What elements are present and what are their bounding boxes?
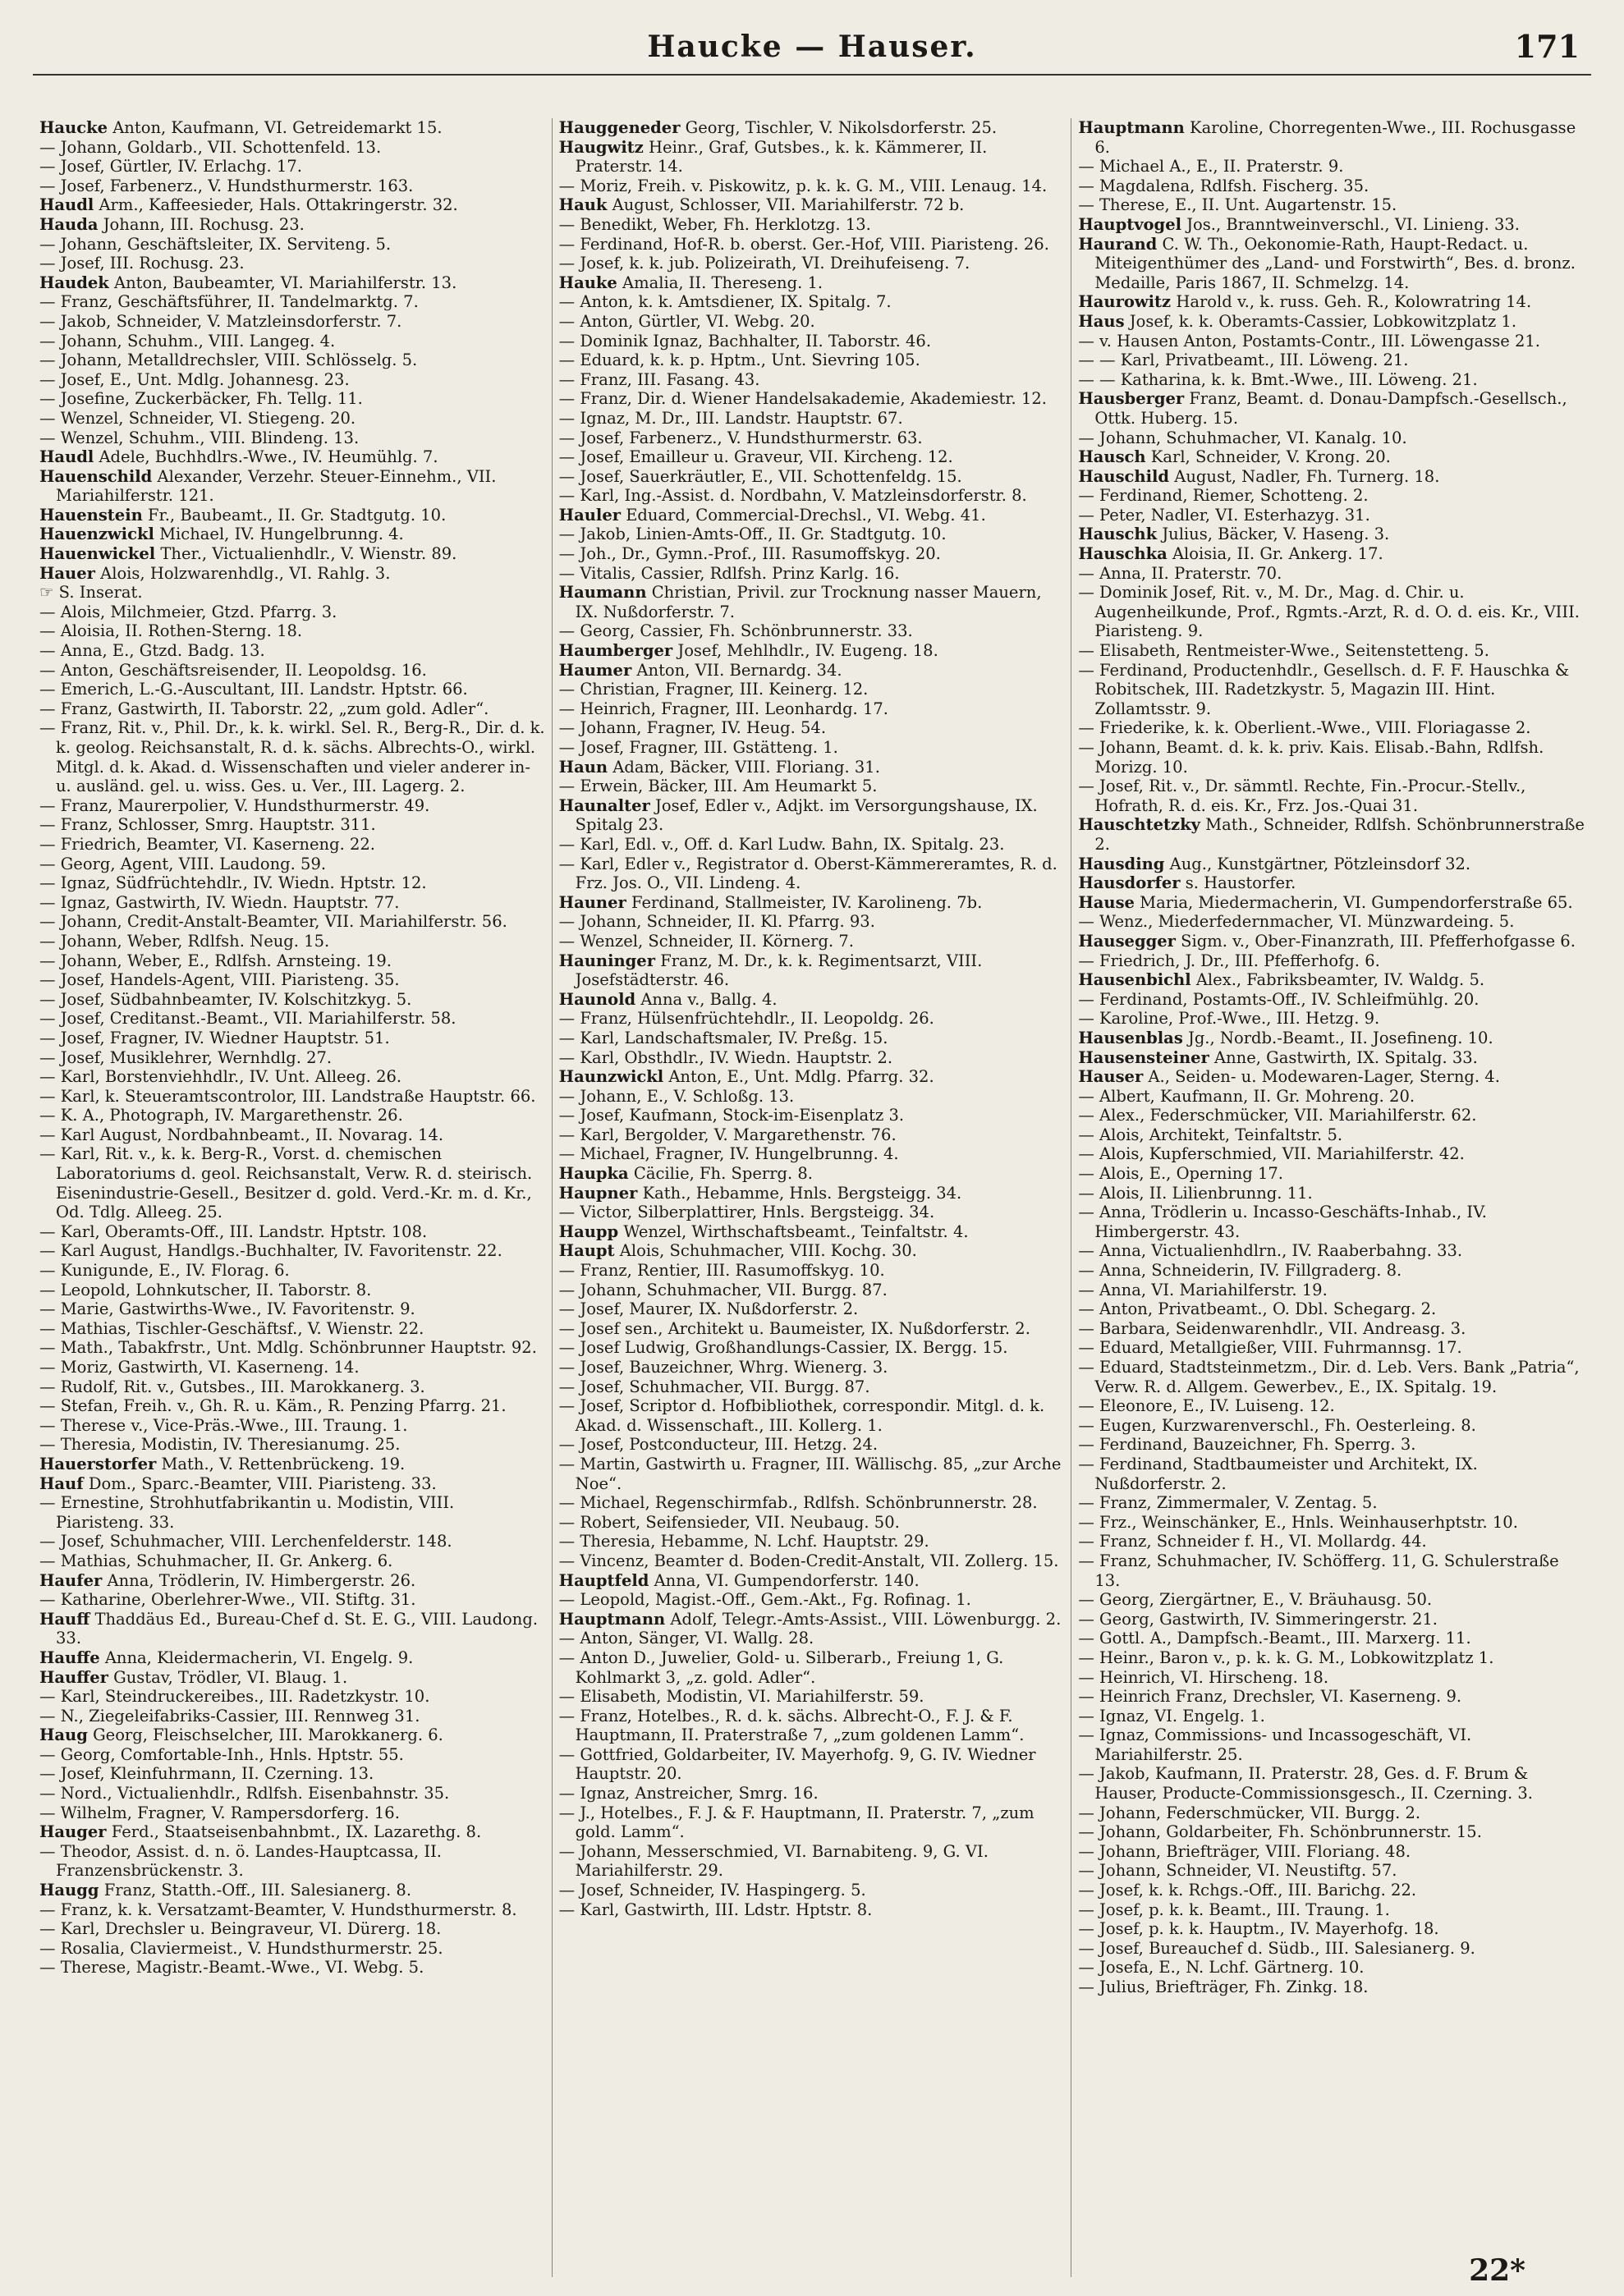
directory-entry: Hauptfeld Anna, VI. Gumpendorferstr. 140. [558, 1570, 920, 1590]
directory-entry: Hausding Aug., Kunstgärtner, Pötzleinsdorf 32. [1078, 854, 1471, 873]
directory-entry: — Michael A., E., II. Praterstr. 9. [1078, 157, 1344, 176]
directory-entry: — Jakob, Kaufmann, II. Praterstr. 28, Ges. d. F. Brum & Hauser, Producte-Commissionsgesch., II. Czerning. 3. [1078, 1764, 1534, 1803]
directory-entry: Hauf Dom., Sparc.-Beamter, VIII. Piaristeng. 33. [39, 1473, 437, 1493]
directory-entry: — Ignaz, Commissions- und Incassogeschäft, VI. Mariahilferstr. 25. [1078, 1725, 1472, 1764]
directory-entry: — N., Ziegeleifabriks-Cassier, III. Rennweg 31. [39, 1706, 420, 1725]
directory-entry: — Vitalis, Cassier, Rdlfsh. Prinz Karlg. 16. [558, 563, 900, 583]
directory-entry: Hauggeneder Georg, Tischler, V. Nikolsdorferstr. 25. [558, 118, 998, 137]
directory-entry: Hauk August, Schlosser, VII. Mariahilferstr. 72 b. [558, 195, 965, 215]
directory-column-3 [1071, 118, 1591, 2277]
directory-entry: Hauda Johann, III. Rochusg. 23. [39, 214, 305, 234]
directory-entry: — Theresia, Hebamme, N. Lchf. Hauptstr. 29. [558, 1532, 929, 1551]
directory-entry: — Josef, Bureauchef d. Südb., III. Salesianerg. 9. [1078, 1938, 1475, 1958]
directory-entry: — Johann, Goldarbeiter, Fh. Schönbrunnerstr. 15. [1078, 1822, 1482, 1842]
directory-entry: — Josef Ludwig, Großhandlungs-Cassier, IX. Bergg. 15. [558, 1338, 1008, 1358]
directory-entry: Hauptvogel Jos., Branntweinverschl., VI. Linieng. 33. [1078, 214, 1520, 234]
directory-entry: — Alois, E., Operning 17. [1078, 1164, 1283, 1184]
directory-entry: — Karl, Bergolder, V. Margarethenstr. 76. [558, 1125, 897, 1144]
directory-entry: — Franz, Dir. d. Wiener Handelsakademie, Akademiestr. 12. [558, 389, 1047, 409]
directory-entry: Haun Adam, Bäcker, VIII. Floriang. 31. [558, 757, 880, 777]
directory-entry: Hausberger Franz, Beamt. d. Donau-Dampfsch.-Gesellsch., Ottk. Huberg. 15. [1078, 389, 1567, 428]
directory-entry: — Magdalena, Rdlfsh. Fischerg. 35. [1078, 176, 1369, 195]
directory-entry: Hausegger Sigm. v., Ober-Finanzrath, III. Pfefferhofgasse 6. [1078, 931, 1576, 951]
directory-entry: Hauenzwickl Michael, IV. Hungelbrunng. 4. [39, 525, 404, 544]
directory-entry: — Franz, Geschäftsführer, II. Tandelmarktg. 7. [39, 292, 419, 312]
directory-entry: — Ignaz, M. Dr., III. Landstr. Hauptstr. 67. [558, 408, 903, 428]
directory-entry: — Wenzel, Schuhm., VIII. Blindeng. 13. [39, 428, 360, 447]
directory-entry: — Eduard, Stadtsteinmetzm., Dir. d. Leb. Vers. Bank „Patria“, Verw. R. d. Allgem. Gewerbev., E., IX. Spitalg. 19. [1078, 1358, 1580, 1396]
directory-entry: — Johann, Schneider, II. Kl. Pfarrg. 93. [558, 912, 875, 932]
directory-entry: Hausenblas Jg., Nordb.-Beamt., II. Josefineng. 10. [1078, 1028, 1493, 1047]
directory-entry: — Ferdinand, Productenhdlr., Gesellsch. d. F. F. Hauschka & Robitschek, III. Radetzkystr. 5, Magazin III. Hint. Zollamtsstr. 9. [1078, 660, 1570, 718]
directory-entry: — Friederike, k. k. Oberlient.-Wwe., VIII. Floriagasse 2. [1078, 718, 1531, 738]
directory-entry: — Wenzel, Schneider, II. Körnerg. 7. [558, 931, 854, 951]
directory-entry: — J., Hotelbes., F. J. & F. Hauptmann, II. Praterstr. 7, „zum gold. Lamm“. [558, 1803, 1034, 1842]
directory-entry: — Dominik Ignaz, Bachhalter, II. Taborstr. 46. [558, 331, 932, 351]
directory-entry: — Johann, Schuhm., VIII. Langeg. 4. [39, 331, 336, 351]
directory-entry: — Rudolf, Rit. v., Gutsbes., III. Marokkanerg. 3. [39, 1377, 425, 1396]
directory-entry: — Josef, Kleinfuhrmann, II. Czerning. 13. [39, 1764, 374, 1784]
directory-entry: Haupner Kath., Hebamme, Hnls. Bergsteigg. 34. [558, 1183, 962, 1203]
directory-entry: — Gottfried, Goldarbeiter, IV. Mayerhofg. 9, G. IV. Wiedner Hauptstr. 20. [558, 1744, 1036, 1784]
directory-entry: — Anton, k. k. Amtsdiener, IX. Spitalg. 7. [558, 292, 892, 312]
directory-entry: Haurowitz Harold v., k. russ. Geh. R., Kolowratring 14. [1078, 292, 1532, 312]
directory-column-2 [553, 118, 1072, 2277]
directory-entry: — Johann, Weber, E., Rdlfsh. Arnsteing. 19. [39, 951, 392, 970]
directory-entry: — Karl, Rit. v., k. k. Berg-R., Vorst. d. chemischen Laboratoriums d. geol. Reichsanstalt, Verw. R. d. steirisch. Eisenindustrie-Gesell., Besitzer d. gold. Verd.-Kr. m. d. Kr., Od. Tdlg. Alleeg. 25. [39, 1144, 533, 1222]
directory-entry: — Alex., Federschmücker, VII. Mariahilferstr. 62. [1078, 1106, 1477, 1125]
directory-entry: Haunold Anna v., Ballg. 4. [558, 989, 778, 1009]
directory-entry: — Ignaz, Gastwirth, IV. Wiedn. Hauptstr. 77. [39, 892, 400, 912]
directory-entry: — Johann, Messerschmied, VI. Barnabiteng. 9, G. VI. Mariahilferstr. 29. [558, 1841, 989, 1881]
directory-entry: — Peter, Nadler, VI. Esterhazyg. 31. [1078, 505, 1370, 525]
directory-entry: Hauschild August, Nadler, Fh. Turnerg. 18. [1078, 466, 1440, 486]
directory-entry: — Josef, Schneider, IV. Haspingerg. 5. [558, 1881, 866, 1900]
page-header [33, 25, 1591, 76]
directory-entry: Haus Josef, k. k. Oberamts-Cassier, Lobkowitzplatz 1. [1078, 311, 1517, 331]
directory-entry: Hauptmann Adolf, Telegr.-Amts-Assist., VIII. Löwenburgg. 2. [558, 1609, 1062, 1629]
directory-entry: Haunzwickl Anton, E., Unt. Mdlg. Pfarrg. 32. [558, 1067, 934, 1087]
directory-entry: — — Karl, Privatbeamt., III. Löweng. 21. [1078, 351, 1409, 370]
sheet-signature: 22* [1469, 2253, 1525, 2288]
directory-entry: — Anton, Gürtler, VI. Webg. 20. [558, 311, 815, 331]
directory-entry: — Josef, Fragner, IV. Wiedner Hauptstr. 51. [39, 1028, 390, 1047]
directory-entry: Haupp Wenzel, Wirthschaftsbeamt., Teinfaltstr. 4. [558, 1221, 969, 1241]
directory-entry: — Johann, Beamt. d. k. k. priv. Kais. Elisab.-Bahn, Rdlfsh. Morizg. 10. [1078, 738, 1544, 777]
directory-entry: — Heinrich, VI. Hirscheng. 18. [1078, 1667, 1329, 1687]
directory-entry: — Mathias, Tischler-Geschäftsf., V. Wienstr. 22. [39, 1318, 424, 1338]
directory-entry: — Josefine, Zuckerbäcker, Fh. Tellg. 11. [39, 389, 363, 409]
directory-entry: — Karl, Gastwirth, III. Ldstr. Hptstr. 8. [558, 1900, 873, 1919]
directory-entry: — Math., Tabakfrstr., Unt. Mdlg. Schönbrunner Hauptstr. 92. [39, 1338, 537, 1358]
directory-entry: — Josef, III. Rochusg. 23. [39, 254, 245, 273]
directory-entry: — Alois, II. Lilienbrunng. 11. [1078, 1183, 1313, 1203]
directory-entry: — Franz, k. k. Versatzamt-Beamter, V. Hundsthurmerstr. 8. [39, 1900, 517, 1919]
directory-entry: — Ignaz, Anstreicher, Smrg. 16. [558, 1784, 819, 1803]
directory-entry: — Jakob, Linien-Amts-Off., II. Gr. Stadtgutg. 10. [558, 525, 947, 544]
directory-entry: — Johann, Schneider, VI. Neustiftg. 57. [1078, 1861, 1397, 1881]
directory-entry: — Alois, Architekt, Teinfaltstr. 5. [1078, 1125, 1343, 1144]
directory-entry: — Karl, Drechsler u. Beingraveur, VI. Dürerg. 18. [39, 1919, 442, 1939]
directory-entry: — Victor, Silberplattirer, Hnls. Bergsteigg. 34. [558, 1203, 935, 1222]
directory-entry: — Josef, Farbenerz., V. Hundsthurmerstr. 63. [558, 428, 923, 447]
directory-entry: — Franz, Schlosser, Smrg. Hauptstr. 311. [39, 815, 376, 835]
directory-entry: ☞ S. Inserat. [39, 583, 143, 603]
directory-entry: — Anna, E., Gtzd. Badg. 13. [39, 641, 265, 661]
directory-entry: — Johann, Fragner, IV. Heug. 54. [558, 718, 827, 738]
directory-entry: Haudl Adele, Buchhdlrs.-Wwe., IV. Heumühlg. 7. [39, 447, 438, 467]
directory-entry: — Joh., Dr., Gymn.-Prof., III. Rasumoffskyg. 20. [558, 544, 941, 564]
directory-entry: — Therese, Magistr.-Beamt.-Wwe., VI. Webg. 5. [39, 1958, 424, 1977]
directory-entry: — Wilhelm, Fragner, V. Rampersdorferg. 16. [39, 1803, 400, 1822]
directory-entry: — Benedikt, Weber, Fh. Herklotzg. 13. [558, 214, 871, 234]
directory-entry: — Josef, Schuhmacher, VII. Burgg. 87. [558, 1377, 870, 1396]
directory-entry: — Karl, Borstenviehhdlr., IV. Unt. Alleeg. 26. [39, 1067, 402, 1087]
directory-entry: — Johann, Metalldrechsler, VIII. Schlösselg. 5. [39, 351, 418, 370]
directory-entry: — Josef, Creditanst.-Beamt., VII. Mariahilferstr. 58. [39, 1009, 456, 1029]
directory-entry: — Josef, Gürtler, IV. Erlachg. 17. [39, 157, 302, 176]
directory-entry: Hause Maria, Miedermacherin, VI. Gumpendorferstraße 65. [1078, 892, 1573, 912]
directory-entry: — Josef, Maurer, IX. Nußdorferstr. 2. [558, 1299, 859, 1319]
directory-entry: — Georg, Comfortable-Inh., Hnls. Hptstr. 55. [39, 1744, 404, 1764]
directory-entry: — Anna, Victualienhdlrn., IV. Raaberbahng. 33. [1078, 1241, 1463, 1261]
directory-entry: Hauenstein Fr., Baubeamt., II. Gr. Stadtgutg. 10. [39, 505, 447, 525]
directory-entry: — Josef, Handels-Agent, VIII. Piaristeng. 35. [39, 970, 400, 990]
directory-entry: — Josef, k. k. jub. Polizeirath, VI. Dreihufeiseng. 7. [558, 254, 970, 273]
directory-entry: Hauschtetzky Math., Schneider, Rdlfsh. Schönbrunnerstraße 2. [1078, 815, 1585, 854]
directory-entry: — Johann, Credit-Anstalt-Beamter, VII. Mariahilferstr. 56. [39, 912, 507, 932]
directory-entry: — Josef, p. k. k. Beamt., III. Traung. 1. [1078, 1900, 1390, 1919]
directory-entry: — Eleonore, E., IV. Luiseng. 12. [1078, 1396, 1335, 1416]
directory-entry: Hauer Alois, Holzwarenhdlg., VI. Rahlg. 3. [39, 563, 391, 583]
directory-entry: Haumer Anton, VII. Bernardg. 34. [558, 660, 842, 680]
directory-entry: — Ignaz, Südfrüchtehdlr., IV. Wiedn. Hptstr. 12. [39, 873, 427, 893]
directory-entry: — Elisabeth, Rentmeister-Wwe., Seitenstetteng. 5. [1078, 641, 1489, 661]
directory-entry: — Georg, Cassier, Fh. Schönbrunnerstr. 33. [558, 621, 913, 641]
directory-entry: — Christian, Fragner, III. Keinerg. 12. [558, 680, 869, 699]
directory-entry: — Josef, Schuhmacher, VIII. Lerchenfelderstr. 148. [39, 1532, 452, 1551]
directory-entry: — Josef, Rit. v., Dr. sämmtl. Rechte, Fin.-Procur.-Stellv., Hofrath, R. d. eis. Kr., Frz. Jos.-Quai 31. [1078, 777, 1526, 815]
directory-entry: — Franz, Maurerpolier, V. Hundsthurmerstr. 49. [39, 795, 430, 815]
directory-entry: — Anna, II. Praterstr. 70. [1078, 563, 1282, 583]
directory-entry: — Franz, Rit. v., Phil. Dr., k. k. wirkl. Sel. R., Berg-R., Dir. d. k. k. geolog. Reichsanstalt, R. d. k. sächs. Albrechts-O., wirkl. Mitgl. d. k. Akad. d. Wissenschaften und vieler anderer in- u. ausländ. gel. u. wiss. Ges. u. Ver., III. Lagerg. 2. [39, 718, 545, 796]
directory-entry: — Johann, Schuhmacher, VII. Burgg. 87. [558, 1280, 888, 1299]
directory-entry: — Franz, Schneider f. H., VI. Mollardg. 44. [1078, 1532, 1427, 1551]
directory-entry: — Josefa, E., N. Lchf. Gärtnerg. 10. [1078, 1958, 1365, 1977]
directory-entry: — Josef, Fragner, III. Gstätteng. 1. [558, 738, 838, 757]
directory-entry: — Karl August, Nordbahnbeamt., II. Novarag. 14. [39, 1125, 444, 1144]
directory-entry: — Theresia, Modistin, IV. Theresianumg. 25. [39, 1435, 401, 1455]
directory-entry: — Josef, E., Unt. Mdlg. Johannesg. 23. [39, 369, 350, 389]
directory-entry: — Franz, Hotelbes., R. d. k. sächs. Albrecht-O., F. J. & F. Hauptmann, II. Praterstraße 7, „zum goldenen Lamm“. [558, 1706, 1025, 1745]
directory-entry: — Erwein, Bäcker, III. Am Heumarkt 5. [558, 777, 878, 796]
directory-entry: — Theodor, Assist. d. n. ö. Landes-Hauptcassa, II. Franzensbrückenstr. 3. [39, 1841, 442, 1881]
directory-entry: — Nord., Victualienhdlr., Rdlfsh. Eisenbahnstr. 35. [39, 1784, 450, 1803]
directory-entry: — Karl, Landschaftsmaler, IV. Preßg. 15. [558, 1028, 888, 1047]
directory-entry: — Frz., Weinschänker, E., Hnls. Weinhauserhptstr. 10. [1078, 1512, 1518, 1532]
directory-entry: — Anton, Geschäftsreisender, II. Leopoldsg. 16. [39, 660, 427, 680]
directory-entry: — Karl, k. Steueramtscontrolor, III. Landstraße Hauptstr. 66. [39, 1086, 536, 1106]
directory-entry: — Friedrich, Beamter, VI. Kaserneng. 22. [39, 834, 375, 854]
directory-entry: — Leopold, Magist.-Off., Gem.-Akt., Fg. Rofinag. 1. [558, 1590, 971, 1610]
directory-entry: — Leopold, Lohnkutscher, II. Taborstr. 8. [39, 1280, 372, 1299]
directory-entry: Hausch Karl, Schneider, V. Krong. 20. [1078, 447, 1391, 467]
directory-entry: Hauser A., Seiden- u. Modewaren-Lager, Sterng. 4. [1078, 1067, 1500, 1087]
directory-entry: — Josef, Postconducteur, III. Hetzg. 24. [558, 1435, 879, 1455]
directory-entry: — Wenzel, Schneider, VI. Stiegeng. 20. [39, 408, 356, 428]
directory-entry: Hauenwickel Ther., Victualienhdlr., V. Wienstr. 89. [39, 544, 457, 564]
directory-entry: Haunalter Josef, Edler v., Adjkt. im Versorgungshause, IX. Spitalg 23. [558, 795, 1038, 835]
directory-entry: Haumberger Josef, Mehlhdlr., IV. Eugeng. 18. [558, 641, 938, 661]
directory-entry: Hauschka Aloisia, II. Gr. Ankerg. 17. [1078, 544, 1383, 564]
directory-entry: — Ferdinand, Bauzeichner, Fh. Sperrg. 3. [1078, 1435, 1416, 1455]
directory-entry: — Josef, Bauzeichner, Whrg. Wienerg. 3. [558, 1358, 888, 1377]
directory-entry: — Aloisia, II. Rothen-Sterng. 18. [39, 621, 303, 641]
directory-entry: — Eduard, Metallgießer, VIII. Fuhrmannsg. 17. [1078, 1338, 1462, 1358]
directory-entry: — Georg, Ziergärtner, E., V. Bräuhausg. 50. [1078, 1590, 1433, 1610]
directory-entry: Hauner Ferdinand, Stallmeister, IV. Karolineng. 7b. [558, 892, 983, 912]
directory-entry: Hauschk Julius, Bäcker, V. Haseng. 3. [1078, 525, 1390, 544]
directory-entry: — Kunigunde, E., IV. Florag. 6. [39, 1261, 290, 1281]
directory-entry: — Anton, Sänger, VI. Wallg. 28. [558, 1629, 814, 1648]
directory-entry: — Johann, Geschäftsleiter, IX. Serviteng. 5. [39, 234, 392, 254]
directory-entry: — Therese v., Vice-Präs.-Wwe., III. Traung. 1. [39, 1415, 408, 1435]
directory-entry: Haugg Franz, Statth.-Off., III. Salesianerg. 8. [39, 1881, 412, 1900]
directory-entry: — Jakob, Schneider, V. Matzleinsdorferstr. 7. [39, 311, 402, 331]
directory-entry: — Anna, Schneiderin, IV. Fillgraderg. 8. [1078, 1261, 1402, 1281]
directory-entry: Haufer Anna, Trödlerin, IV. Himbergerstr. 26. [39, 1570, 416, 1590]
directory-entry: — Franz, Schuhmacher, IV. Schöfferg. 11, G. Schulerstraße 13. [1078, 1551, 1559, 1590]
directory-entry: Hauler Eduard, Commercial-Drechsl., VI. Webg. 41. [558, 505, 986, 525]
directory-entry: — Karl, Obsthdlr., IV. Wiedn. Hauptstr. 2. [558, 1047, 893, 1067]
directory-entry: — Josef, Kaufmann, Stock-im-Eisenplatz 3. [558, 1106, 905, 1125]
directory-entry: — Johann, E., V. Schloßg. 13. [558, 1086, 795, 1106]
directory-entry: — Karl, Edl. v., Off. d. Karl Ludw. Bahn, IX. Spitalg. 23. [558, 834, 1005, 854]
directory-entry: — Friedrich, J. Dr., III. Pfefferhofg. 6. [1078, 951, 1380, 970]
directory-entry: Haudl Arm., Kaffeesieder, Hals. Ottakringerstr. 32. [39, 195, 458, 215]
directory-entry: — Ferdinand, Stadtbaumeister und Architekt, IX. Nußdorferstr. 2. [1078, 1454, 1478, 1493]
directory-entry: — Alois, Kupferschmied, VII. Mariahilferstr. 42. [1078, 1144, 1465, 1164]
directory-entry: — Martin, Gastwirth u. Fragner, III. Wällischg. 85, „zur Arche Noe“. [558, 1454, 1062, 1493]
directory-entry: Hauff Thaddäus Ed., Bureau-Chef d. St. E. G., VIII. Laudong. 33. [39, 1609, 539, 1648]
directory-entry: — Emerich, L.-G.-Auscultant, III. Landstr. Hptstr. 66. [39, 680, 468, 699]
directory-entry: — Robert, Seifensieder, VII. Neubaug. 50. [558, 1512, 900, 1532]
directory-entry: — Therese, E., II. Unt. Augartenstr. 15. [1078, 195, 1397, 215]
directory-entry: — Mathias, Schuhmacher, II. Gr. Ankerg. 6. [39, 1551, 393, 1570]
directory-entry: — Rosalia, Claviermeist., V. Hundsthurmerstr. 25. [39, 1938, 443, 1958]
directory-entry: — Barbara, Seidenwarenhdlr., VII. Andreasg. 3. [1078, 1318, 1466, 1338]
directory-entry: — Johann, Briefträger, VIII. Floriang. 48. [1078, 1841, 1411, 1861]
directory-entry: Hauerstorfer Math., V. Rettenbrückeng. 19. [39, 1454, 406, 1473]
directory-entry: — Dominik Josef, Rit. v., M. Dr., Mag. d. Chir. u. Augenheilkunde, Prof., Rgmts.-Arzt, R. d. O. d. eis. Kr., VIII. Piaristeng. 9. [1078, 583, 1580, 641]
directory-entry: — Heinrich Franz, Drechsler, VI. Kaserneng. 9. [1078, 1687, 1462, 1707]
directory-entry: Hauninger Franz, M. Dr., k. k. Regimentsarzt, VIII. Josefstädterstr. 46. [558, 951, 983, 990]
directory-entry: — Franz, III. Fasang. 43. [558, 369, 760, 389]
directory-entry: — Julius, Briefträger, Fh. Zinkg. 18. [1078, 1977, 1369, 1996]
directory-entry: — Josef sen., Architekt u. Baumeister, IX. Nußdorferstr. 2. [558, 1318, 1030, 1338]
directory-entry: — Vincenz, Beamter d. Boden-Credit-Anstalt, VII. Zollerg. 15. [558, 1551, 1059, 1570]
directory-entry: — Franz, Rentier, III. Rasumoffskyg. 10. [558, 1261, 885, 1281]
directory-entry: — Karl, Edler v., Registrator d. Oberst-Kämmereramtes, R. d. Frz. Jos. O., VII. Lindeng. 4. [558, 854, 1057, 893]
directory-entry: — Elisabeth, Modistin, VI. Mariahilferstr. 59. [558, 1687, 924, 1707]
directory-entry: — Eugen, Kurzwarenverschl., Fh. Oesterleing. 8. [1078, 1415, 1476, 1435]
directory-entry: — K. A., Photograph, IV. Margarethenstr. 26. [39, 1106, 403, 1125]
directory-entry: — Eduard, k. k. p. Hptm., Unt. Sievring 105. [558, 351, 920, 370]
directory-columns [33, 118, 1591, 2277]
directory-entry: — Johann, Federschmücker, VII. Burgg. 2. [1078, 1803, 1421, 1822]
directory-entry: — Michael, Fragner, IV. Hungelbrunng. 4. [558, 1144, 899, 1164]
directory-entry: — Karl, Oberamts-Off., III. Landstr. Hptstr. 108. [39, 1221, 428, 1241]
directory-entry: — v. Hausen Anton, Postamts-Contr., III. Löwengasse 21. [1078, 331, 1540, 351]
directory-entry: — Heinrich, Fragner, III. Leonhardg. 17. [558, 699, 888, 718]
directory-entry: Hauger Ferd., Staatseisenbahnbmt., IX. Lazarethg. 8. [39, 1822, 482, 1842]
directory-entry: — Alois, Milchmeier, Gtzd. Pfarrg. 3. [39, 602, 337, 621]
directory-entry: — Ferdinand, Riemer, Schotteng. 2. [1078, 486, 1369, 506]
directory-entry: Hausensteiner Anne, Gastwirth, IX. Spitalg. 33. [1078, 1047, 1478, 1067]
directory-entry: — Franz, Hülsenfrüchtehdlr., II. Leopoldg. 26. [558, 1009, 934, 1029]
directory-entry: — Johann, Schuhmacher, VI. Kanalg. 10. [1078, 428, 1407, 447]
directory-entry: Hauptmann Karoline, Chorregenten-Wwe., III. Rochusgasse 6. [1078, 118, 1576, 157]
directory-entry: — — Katharina, k. k. Bmt.-Wwe., III. Löweng. 21. [1078, 369, 1478, 389]
directory-entry: — Anna, VI. Mariahilferstr. 19. [1078, 1280, 1328, 1299]
directory-entry: — Gottl. A., Dampfsch.-Beamt., III. Marxerg. 11. [1078, 1629, 1471, 1648]
directory-entry: — Stefan, Freih. v., Gh. R. u. Käm., R. Penzing Pfarrg. 21. [39, 1396, 507, 1416]
directory-entry: — Karl August, Handlgs.-Buchhalter, IV. Favoritenstr. 22. [39, 1241, 502, 1261]
directory-entry: — Josef, p. k. k. Hauptm., IV. Mayerhofg. 18. [1078, 1919, 1439, 1939]
directory-entry: — Josef, k. k. Rchgs.-Off., III. Barichg. 22. [1078, 1881, 1417, 1900]
directory-entry: Haupt Alois, Schuhmacher, VIII. Kochg. 30. [558, 1241, 917, 1261]
directory-entry: Haupka Cäcilie, Fh. Sperrg. 8. [558, 1164, 814, 1184]
directory-entry: — Karoline, Prof.-Wwe., III. Hetzg. 9. [1078, 1009, 1380, 1029]
directory-entry: — Josef, Sauerkräutler, E., VII. Schottenfeldg. 15. [558, 466, 962, 486]
directory-entry: Hauffer Gustav, Trödler, VI. Blaug. 1. [39, 1667, 348, 1687]
directory-entry: Hauffe Anna, Kleidermacherin, VI. Engelg. 9. [39, 1648, 414, 1667]
directory-entry: Hausenbichl Alex., Fabriksbeamter, IV. Waldg. 5. [1078, 970, 1485, 990]
directory-entry: — Ferdinand, Postamts-Off., IV. Schleifmühlg. 20. [1078, 989, 1479, 1009]
directory-entry: — Marie, Gastwirths-Wwe., IV. Favoritenstr. 9. [39, 1299, 415, 1319]
directory-entry: Haugwitz Heinr., Graf, Gutsbes., k. k. Kämmerer, II. Praterstr. 14. [558, 137, 988, 176]
directory-entry: — Johann, Goldarb., VII. Schottenfeld. 13. [39, 137, 382, 157]
directory-entry: — Ferdinand, Hof-R. b. oberst. Ger.-Hof, VIII. Piaristeng. 26. [558, 234, 1049, 254]
directory-entry: — Georg, Gastwirth, IV. Simmeringerstr. 21. [1078, 1609, 1438, 1629]
directory-entry: — Heinr., Baron v., p. k. k. G. M., Lobkowitzplatz 1. [1078, 1648, 1494, 1667]
directory-entry: Haug Georg, Fleischselcher, III. Marokkanerg. 6. [39, 1725, 443, 1745]
directory-entry: — Josef, Farbenerz., V. Hundsthurmerstr. 163. [39, 176, 414, 195]
directory-entry: — Josef, Musiklehrer, Wernhdlg. 27. [39, 1047, 333, 1067]
directory-entry: Haurand C. W. Th., Oekonomie-Rath, Haupt-Redact. u. Miteigenthümer des „Land- und Forstwirth“, Bes. d. bronz. Medaille, Paris 1867, II. Schmelzg. 14. [1078, 234, 1576, 292]
directory-entry: — Michael, Regenschirmfab., Rdlfsh. Schönbrunnerstr. 28. [558, 1493, 1038, 1513]
directory-entry: — Josef, Scriptor d. Hofbibliothek, correspondir. Mitgl. d. k. Akad. d. Wissenschaft., III. Kollerg. 1. [558, 1396, 1045, 1435]
page-number: 171 [1514, 28, 1580, 65]
directory-entry: — Anna, Trödlerin u. Incasso-Geschäfts-Inhab., IV. Himbergerstr. 43. [1078, 1203, 1487, 1241]
directory-entry: — Karl, Steindruckereibes., III. Radetzkystr. 10. [39, 1687, 430, 1707]
directory-entry: Haumann Christian, Privil. zur Trocknung nasser Mauern, IX. Nußdorferstr. 7. [558, 583, 1042, 621]
directory-entry: — Anton, Privatbeamt., O. Dbl. Schegarg. 2. [1078, 1299, 1437, 1319]
page-title: Haucke — Hauser. [647, 30, 977, 64]
directory-entry: — Karl, Ing.-Assist. d. Nordbahn, V. Matzleinsdorferstr. 8. [558, 486, 1027, 506]
directory-entry: — Franz, Gastwirth, II. Taborstr. 22, „zum gold. Adler“. [39, 699, 489, 718]
directory-entry: — Moriz, Gastwirth, VI. Kaserneng. 14. [39, 1358, 360, 1377]
directory-entry: — Josef, Südbahnbeamter, IV. Kolschitzkyg. 5. [39, 989, 412, 1009]
directory-entry: — Katharine, Oberlehrer-Wwe., VII. Stiftg. 31. [39, 1590, 416, 1610]
directory-column-1 [33, 118, 553, 2277]
directory-entry: Hausdorfer s. Haustorfer. [1078, 873, 1296, 893]
directory-entry: Hauke Amalia, II. Thereseng. 1. [558, 273, 823, 292]
directory-entry: — Moriz, Freih. v. Piskowitz, p. k. k. G. M., VIII. Lenaug. 14. [558, 176, 1048, 195]
directory-entry: — Anton D., Juwelier, Gold- u. Silberarb., Freiung 1, G. Kohlmarkt 3, „z. gold. Adler“. [558, 1648, 1004, 1687]
directory-entry: Haucke Anton, Kaufmann, VI. Getreidemarkt 15. [39, 118, 443, 137]
directory-entry: — Georg, Agent, VIII. Laudong. 59. [39, 854, 327, 873]
directory-entry: — Ernestine, Strohhutfabrikantin u. Modistin, VIII. Piaristeng. 33. [39, 1493, 455, 1532]
directory-entry: — Franz, Zimmermaler, V. Zentag. 5. [1078, 1493, 1378, 1513]
directory-entry: — Johann, Weber, Rdlfsh. Neug. 15. [39, 931, 330, 951]
directory-entry: Haudek Anton, Baubeamter, VI. Mariahilferstr. 13. [39, 273, 457, 292]
directory-entry: — Ignaz, VI. Engelg. 1. [1078, 1706, 1265, 1725]
directory-entry: — Wenz., Miederfedernmacher, VI. Münzwardeing. 5. [1078, 912, 1515, 932]
directory-entry: — Josef, Emailleur u. Graveur, VII. Kircheng. 12. [558, 447, 953, 467]
directory-entry: Hauenschild Alexander, Verzehr. Steuer-Einnehm., VII. Mariahilferstr. 121. [39, 466, 497, 506]
directory-entry: — Albert, Kaufmann, II. Gr. Mohreng. 20. [1078, 1086, 1415, 1106]
